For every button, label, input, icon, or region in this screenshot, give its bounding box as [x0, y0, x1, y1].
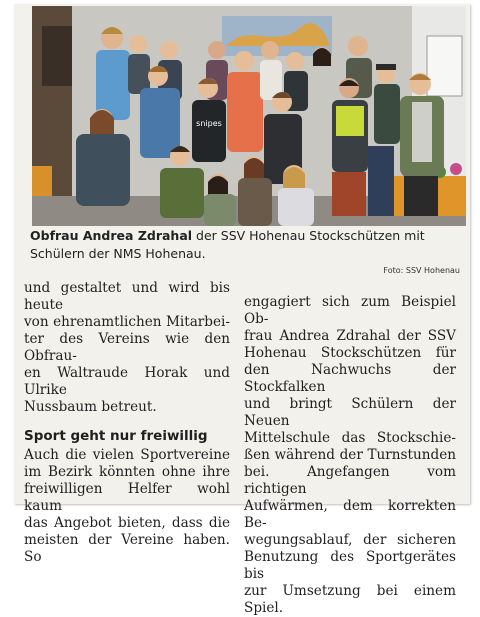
- text-line: und gestaltet und wird bis heute: [24, 280, 230, 313]
- article-left-column: [24, 280, 230, 566]
- text-line: zur Umsetzung bei einem Spiel.: [244, 583, 456, 616]
- article-right-column: [244, 294, 456, 617]
- text-line: Hohenau Stockschützen für: [244, 345, 456, 361]
- group-photo: [32, 6, 466, 226]
- text-line: ter des Vereins wie den Obfrau-: [24, 331, 230, 364]
- section-heading: Sport geht nur freiwillig: [24, 428, 208, 444]
- shirt-print: snipes: [196, 119, 222, 128]
- newspaper-clipping: [14, 4, 470, 616]
- text-line: ßen während der Turnstunden: [244, 447, 456, 463]
- text-line: Mittelschule das Stockschie-: [244, 430, 456, 446]
- text-line: und bringt Schülern der Neuen: [244, 396, 456, 429]
- bleed-through-text: [244, 272, 248, 287]
- text-line: engagiert sich zum Beispiel Ob-: [244, 294, 456, 327]
- text-line: Aufwärmen, dem korrekten Be-: [244, 498, 456, 531]
- photo-illustration: [32, 6, 466, 226]
- text-line: Nussbaum betreut.: [24, 399, 157, 415]
- text-line: das Angebot bieten, dass die: [24, 515, 230, 531]
- text-line: frau Andrea Zdrahal der SSV: [244, 328, 456, 344]
- text-line: Benutzung des Sportgerätes bis: [244, 549, 456, 582]
- text-line: wegungsablauf, der sicheren: [244, 532, 456, 548]
- photo-caption: [30, 227, 460, 263]
- caption-name: Obfrau Andrea Zdrahal: [30, 228, 193, 243]
- text-line: en Waltraude Horak und Ulrike: [24, 365, 230, 398]
- photo-credit: Foto: SSV Hohenau: [383, 266, 460, 275]
- text-line: bei. Angefangen vom richtigen: [244, 464, 456, 497]
- text-line: Auch die vielen Sportvereine: [24, 447, 230, 463]
- text-line: von ehrenamtlichen Mitarbei-: [24, 314, 230, 330]
- text-line: im Bezirk könnten ohne ihre: [24, 464, 230, 480]
- text-line: den Nachwuchs der Stockfalken: [244, 362, 456, 395]
- text-line: freiwilligen Helfer wohl kaum: [24, 481, 230, 514]
- text-line: meisten der Vereine haben. So: [24, 532, 230, 565]
- caption-text: der SSV Hohenau Stockschützen mit Schülern der NMS Hohenau.: [30, 228, 425, 261]
